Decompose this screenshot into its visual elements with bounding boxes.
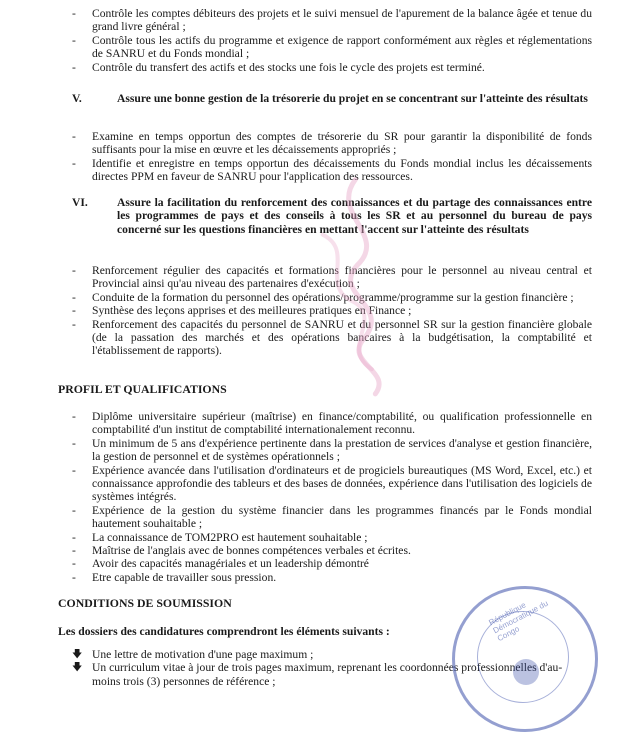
dash-bullet: -	[72, 317, 76, 331]
list-item: - La connaissance de TOM2PRO est hautement souhaitable ;	[72, 530, 368, 544]
dash-bullet: -	[72, 290, 76, 304]
section-vi-heading: VI. Assure la facilitation du renforcement des connaissances et du partage des connaissances entre les programmes de pays et des conseils à tous les SR et au personnel du bureau de pays concerné sur les questions financières en mettant l'accent sur l'atteinte des résultats	[72, 196, 592, 236]
list-item: - Conduite de la formation du personnel des opérations/programme/programme sur la gestion financière ;	[72, 290, 574, 304]
dash-bullet: -	[72, 436, 76, 450]
dash-bullet: -	[72, 156, 76, 170]
conditions-subtitle: Les dossiers des candidatures comprendront les éléments suivants :	[58, 625, 390, 638]
dash-bullet: -	[72, 570, 76, 584]
dash-bullet: -	[72, 503, 76, 517]
dash-bullet: -	[72, 410, 76, 423]
list-item: 🡇 Une lettre de motivation d'une page maximum ;	[72, 648, 314, 661]
dash-bullet: -	[72, 264, 76, 277]
section-vi-list	[72, 264, 592, 358]
list-item: - Contrôle les comptes débiteurs des projets et le suivi mensuel de l'apurement de la balance âgée et tenue du grand livre général ;	[72, 7, 592, 34]
dash-bullet: -	[72, 557, 76, 571]
section-v-heading: V. Assure une bonne gestion de la trésorerie du projet en se concentrant sur l'atteinte des résultats	[72, 92, 588, 105]
down-arrow-icon: 🡇	[72, 662, 83, 674]
stamp-emblem	[513, 659, 539, 685]
list-item: - Contrôle du transfert des actifs et des stocks une fois le cycle des projets est terminé.	[72, 60, 485, 74]
list-item: - Renforcement des capacités du personnel de SANRU et du personnel SR sur la gestion financière globale (de la passation des marchés et des opérations bancaires à la budgétisation, la comptabilité et l'établissement de rapports).	[72, 317, 592, 358]
list-item: - Un minimum de 5 ans d'expérience pertinente dans la prestation de services d'analyse et gestion financière, la gestion de personnel et de systèmes opérationnels ;	[72, 436, 592, 464]
top-list	[72, 7, 592, 74]
list-item: 🡇 Un curriculum vitae à jour de trois pages maximum, reprenant les coordonnées professionnelles d'au-moins trois (3) personnes de référence ;	[72, 661, 563, 688]
dash-bullet: -	[72, 544, 76, 558]
list-item: - Diplôme universitaire supérieur (maîtrise) en finance/comptabilité, ou qualification professionnelle en comptabilité d'un institut de comptabilité internationalement reconnu.	[72, 410, 592, 437]
official-stamp	[452, 586, 598, 732]
dash-bullet: -	[72, 33, 76, 47]
dash-bullet: -	[72, 130, 76, 143]
profil-list	[72, 410, 592, 584]
list-item: - Identifie et enregistre en temps opportun des décaissements du Fonds mondial inclus les décaissements directes PPM en faveur de SANRU pour l'application des ressources.	[72, 156, 592, 184]
dash-bullet: -	[72, 60, 76, 74]
list-item: - Etre capable de travailler sous pression.	[72, 570, 277, 584]
list-item: - Avoir des capacités managériales et un leadership démontré	[72, 557, 369, 571]
list-item: - Maîtrise de l'anglais avec de bonnes compétences verbales et écrites.	[72, 544, 411, 558]
conditions-title: CONDITIONS DE SOUMISSION	[58, 596, 232, 610]
list-item: - Renforcement régulier des capacités et formations financières pour le personnel au niveau central et Provincial ainsi qu'au niveau des partenaires d'exécution ;	[72, 264, 592, 291]
list-item: - Examine en temps opportun des comptes de trésorerie du SR pour garantir la disponibilité de fonds suffisants pour la mise en œuvre et les décaissements appropriés ;	[72, 130, 592, 157]
down-arrow-icon: 🡇	[72, 649, 83, 660]
stamp-text: République Démocratique du Congo	[487, 598, 550, 644]
list-item: - Expérience avancée dans l'utilisation d'ordinateurs et de progiciels bureautiques (MS Word, Excel, etc.) et connaissance approfondie des tableurs et des bases de données, expérience dans l'utilisation des logiciels de systèmes intégrés.	[72, 463, 592, 504]
dash-bullet: -	[72, 530, 76, 544]
dash-bullet: -	[72, 304, 76, 318]
list-item: - Expérience de la gestion du système financier dans les programmes financés par le Fonds mondial hautement souhaitable ;	[72, 503, 592, 531]
dash-bullet: -	[72, 7, 76, 20]
profil-title: PROFIL ET QUALIFICATIONS	[58, 382, 227, 396]
dash-bullet: -	[72, 463, 76, 477]
list-item: - Contrôle tous les actifs du programme et exigence de rapport conformément aux règles et réglementations de SANRU et du Fonds mondial ;	[72, 33, 592, 61]
list-item: - Synthèse des leçons apprises et des meilleures pratiques en Finance ;	[72, 304, 412, 318]
section-v-list	[72, 130, 592, 184]
